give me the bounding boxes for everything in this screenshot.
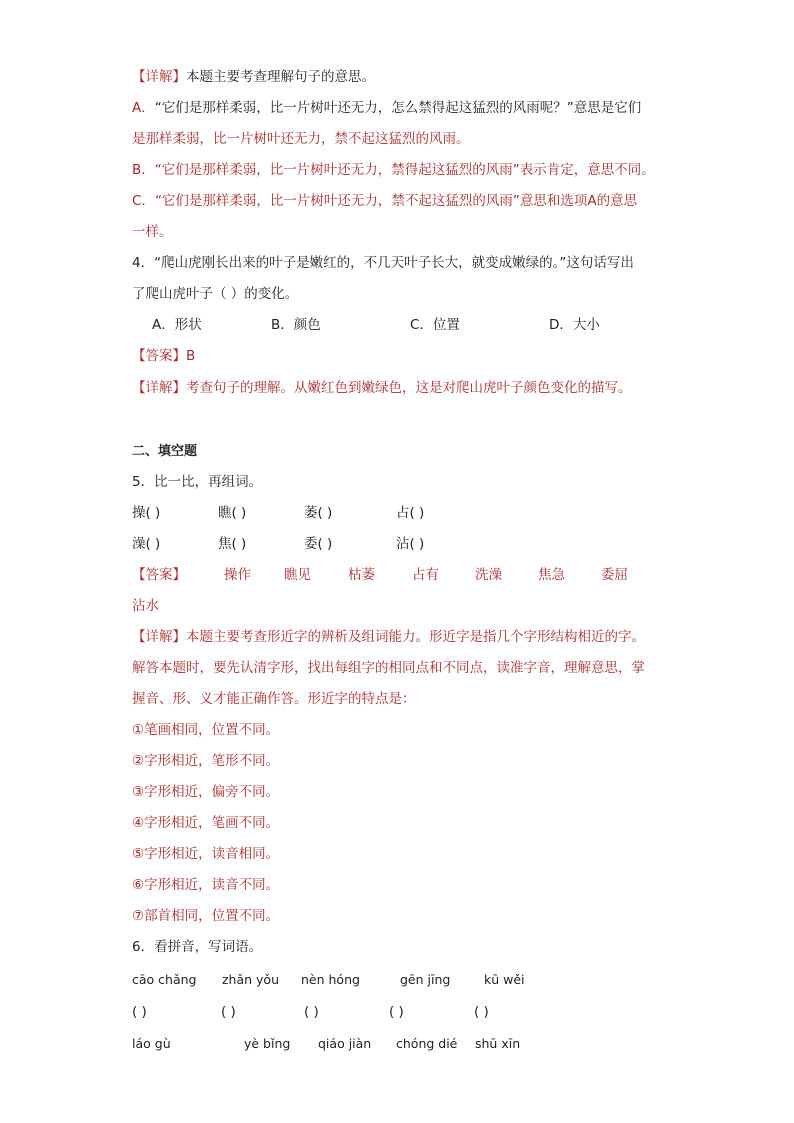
- answer-word: 瞧见: [284, 567, 311, 583]
- pinyin-blank: ( ): [474, 1004, 489, 1020]
- answer-word: 焦急: [538, 567, 565, 583]
- answer-word: 洗澡: [475, 567, 502, 583]
- q3-option-b-line: [132, 160, 655, 180]
- answer-word: 占有: [412, 567, 439, 583]
- q5-blank: 澡( ): [132, 536, 161, 552]
- q5-blank: 焦( ): [218, 536, 247, 552]
- explanation-text: 本题主要考查理解句子的意思。: [186, 69, 375, 85]
- pinyin-item: chóng dié: [396, 1036, 458, 1051]
- q5-blank: 瞧( ): [218, 505, 247, 521]
- explanation-tag: 【详解】: [132, 380, 186, 396]
- explanation-tag: 【详解】: [132, 69, 186, 85]
- q4-option-b: B．颜色: [271, 317, 321, 333]
- q4-option-d: D．大小: [549, 317, 600, 333]
- pinyin-item: kū wěi: [484, 972, 525, 987]
- answer-word: 枯萎: [348, 567, 375, 583]
- pinyin-blank: ( ): [221, 1004, 236, 1020]
- pinyin-item: láo gù: [132, 1036, 171, 1051]
- answer-word: 操作: [224, 567, 251, 583]
- explanation-text: 考查句子的理解。从嫩红色到嫩绿色，这是对爬山虎叶子颜色变化的描写。: [186, 380, 632, 396]
- pinyin-item: yè bǐng: [244, 1036, 291, 1051]
- q3-option-c-continued: 一样。: [132, 224, 173, 240]
- pinyin-item: gēn jīng: [400, 972, 451, 987]
- q4-stem-line-1: 4．“爬山虎刚长出来的叶子是嫩红的，不几天叶子长大，就变成嫩绿的。”这句话写出: [132, 255, 634, 271]
- q5-blank: 沾( ): [396, 536, 425, 552]
- q4-explanation-line: [132, 378, 632, 398]
- option-text: “它们是那样柔弱，比一片树叶还无力，怎么禁得起这猛烈的风雨呢？”意思是它们: [154, 100, 642, 116]
- q5-explanation-line-3: 握音、形、义才能正确作答。形近字的特点是：: [132, 691, 416, 707]
- q5-blank: 占( ): [396, 505, 425, 521]
- q5-stem: 5．比一比，再组词。: [132, 474, 263, 490]
- q5-blank: 委( ): [304, 536, 333, 552]
- q4-stem-line-2: 了爬山虎叶子（ ）的变化。: [132, 286, 299, 302]
- answer-value: B: [186, 348, 196, 364]
- feature-item: ⑦部首相同，位置不同。: [132, 908, 280, 924]
- q3-option-a-continued: 是那样柔弱，比一片树叶还无力，禁不起这猛烈的风雨。: [132, 131, 470, 147]
- pinyin-item: nèn hóng: [301, 972, 360, 987]
- q5-blank: 萎( ): [304, 505, 333, 521]
- q4-option-a: A．形状: [152, 317, 202, 333]
- answer-word: 委屈: [601, 567, 628, 583]
- answer-tag: 【答案】: [132, 567, 186, 583]
- pinyin-item: zhǎn yǒu: [222, 972, 280, 987]
- option-text: “它们是那样柔弱，比一片树叶还无力，禁不起这猛烈的风雨”意思和选项A的意思: [154, 193, 638, 209]
- feature-item: ⑤字形相近，读音相同。: [132, 846, 280, 862]
- q5-blank: 操( ): [132, 505, 161, 521]
- q3-explanation-line: [132, 67, 375, 87]
- q3-option-c-line: [132, 191, 637, 211]
- feature-item: ③字形相近，偏旁不同。: [132, 784, 280, 800]
- q5-explanation-line-2: 解答本题时，要先认清字形，找出每组字的相同点和不同点，读准字音，理解意思，掌: [132, 660, 645, 676]
- feature-item: ④字形相近，笔画不同。: [132, 815, 280, 831]
- pinyin-item: qiáo jiàn: [318, 1036, 372, 1051]
- option-label: A．: [132, 100, 155, 116]
- q5-explanation-line-1: [132, 627, 645, 647]
- option-text: “它们是那样柔弱，比一片树叶还无力，禁得起这猛烈的风雨”表示肯定，意思不同。: [154, 162, 655, 178]
- section-heading: 二、填空题: [132, 444, 198, 459]
- explanation-text: 本题主要考查形近字的辨析及组词能力。形近字是指几个字形结构相近的字。: [186, 629, 645, 645]
- explanation-tag: 【详解】: [132, 629, 186, 645]
- pinyin-blank: ( ): [132, 1004, 147, 1020]
- pinyin-item: cāo chǎng: [132, 972, 197, 987]
- pinyin-item: shū xīn: [475, 1036, 521, 1051]
- answer-tag: 【答案】: [132, 348, 186, 364]
- feature-item: ②字形相近，笔形不同。: [132, 753, 280, 769]
- q3-option-a-line: [132, 98, 641, 118]
- option-label: B．: [132, 162, 155, 178]
- q6-stem: 6．看拼音，写词语。: [132, 939, 263, 955]
- q5-answer-continued: 沾水: [132, 598, 159, 614]
- option-label: C．: [132, 193, 155, 209]
- pinyin-blank: ( ): [389, 1004, 404, 1020]
- q4-answer-line: [132, 346, 195, 366]
- feature-item: ①笔画相同，位置不同。: [132, 722, 280, 738]
- pinyin-blank: ( ): [304, 1004, 319, 1020]
- q4-option-c: C．位置: [410, 317, 460, 333]
- feature-item: ⑥字形相近，读音不同。: [132, 877, 280, 893]
